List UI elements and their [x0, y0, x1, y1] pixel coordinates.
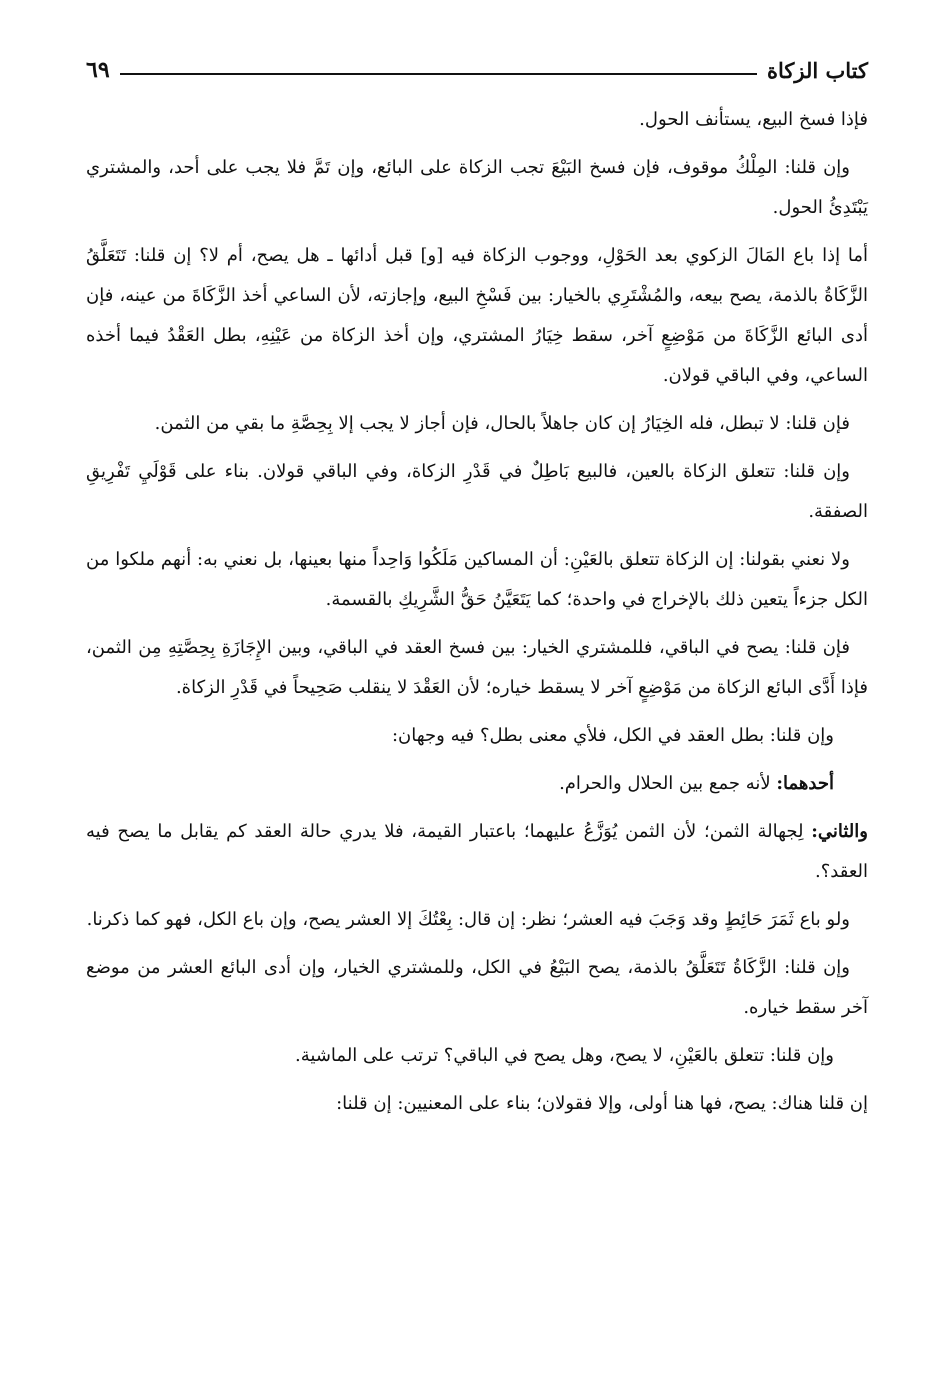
book-page: [86, 48, 868, 1339]
header-rule: [120, 73, 757, 75]
paragraph: فإن قلنا: لا تبطل، فله الخِيَارُ إن كان جاهلاً بالحال، فإن أجاز لا يجب إلا بِحِصَّةِ ما بقي من الثمن.: [154, 413, 850, 434]
paragraph: وإن قلنا: الزَّكَاةُ تَتَعَلَّقُ بالذمة، يصح البَيْعُ في الكل، وللمشتري الخيار، وإن أدى البائع العشر من موضع آخر سقط خياره.: [86, 957, 868, 1018]
option-label: أحدهما:: [776, 773, 834, 794]
paragraph: وإن قلنا: تتعلق بالعَيْنِ، لا يصح، وهل يصح في الباقي؟ ترتب على الماشية.: [295, 1045, 834, 1066]
paragraph: إن قلنا هناك: يصح، فها هنا أولى، وإلا فقولان؛ بناء على المعنيين: إن قلنا:: [336, 1093, 868, 1114]
option-second: [86, 812, 868, 892]
book-section-title: كتاب الزكاة: [766, 57, 868, 83]
paragraph: أما إذا باع المَالَ الزكوي بعد الحَوْلِ، ووجوب الزكاة فيه [و] قبل أدائها ـ هل يصح، أم لا؟ إن قلنا: تَتَعَلَّقُ الزَّكَاةُ بالذمة، يصح بيعه، والمُشْتَرِي بالخيار: بين فَسْخِ البيع، وإجازته، لأن الساعي أخذ الزَّكَاةَ من عينه، فإن أدى البائع الزَّكَاةَ من مَوْضِعٍ آخر، سقط خِيَارُ المشتري، وإن أخذ الزكاة من عَيْنِهِ، بطل العَقْدُ فيما أخذه الساعي، وفي الباقي قولان.: [86, 245, 868, 386]
paragraph: وإن قلنا: تتعلق الزكاة بالعين، فالبيع بَاطِلٌ في قَدْرِ الزكاة، وفي الباقي قولان. بناء على قَوْلَيِ تَفْرِيقِ الصفقة.: [86, 461, 868, 522]
option-first: [86, 764, 868, 804]
paragraph: فإن قلنا: يصح في الباقي، فللمشتري الخيار: بين فسخ العقد في الباقي، وبين الإِجَازَةِ بِحِصَّتِهِ مِن الثمن، فإذا أَدَّى البائع الزكاة من مَوْضِعٍ آخر لا يسقط خياره؛ لأن العَقْدَ لا ينقلب صَحِيحاً في قَدْرِ الزكاة.: [86, 637, 868, 698]
running-header: [86, 48, 868, 92]
page-body: [86, 100, 868, 1124]
paragraph: ولو باع ثَمَرَ حَائِطٍ وقد وَجَبَ فيه العشر؛ نظر: إن قال: بِعْتُكَ إلا العشر يصح، وإن باع الكل، فهو كما ذكرنا.: [86, 909, 850, 930]
paragraph: ولا نعني بقولنا: إن الزكاة تتعلق بالعَيْنِ: أن المساكين مَلَكُوا وَاحِداً منها بعينها، بل نعني به: أنهم ملكوا من الكل جزءاً يتعين ذلك بالإخراج في واحدة؛ كما يَتَعَيَّنُ حَقُّ الشَّرِيكِ بالقسمة.: [86, 549, 868, 610]
option-text: لأنه جمع بين الحلال والحرام.: [559, 773, 771, 794]
paragraph: فإذا فسخ البيع، يستأنف الحول.: [639, 109, 868, 130]
page-number: ٦٩: [86, 57, 110, 83]
option-text: لِجهالة الثمن؛ لأن الثمن يُوَزَّعُ عليهما؛ باعتبار القيمة، فلا يدري حالة العقد كم يقابل ما يصح فيه العقد؟.: [86, 821, 868, 882]
paragraph: وإن قلنا: بطل العقد في الكل، فلأي معنى بطل؟ فيه وجهان:: [391, 725, 834, 746]
paragraph: وإن قلنا: المِلْكُ موقوف، فإن فسخ البَيْعَ تجب الزكاة على البائع، وإن تَمَّ فلا يجب على أحد، والمشتري يَبْتَدِئُ الحول.: [86, 157, 868, 218]
option-label: والثاني:: [811, 821, 868, 842]
